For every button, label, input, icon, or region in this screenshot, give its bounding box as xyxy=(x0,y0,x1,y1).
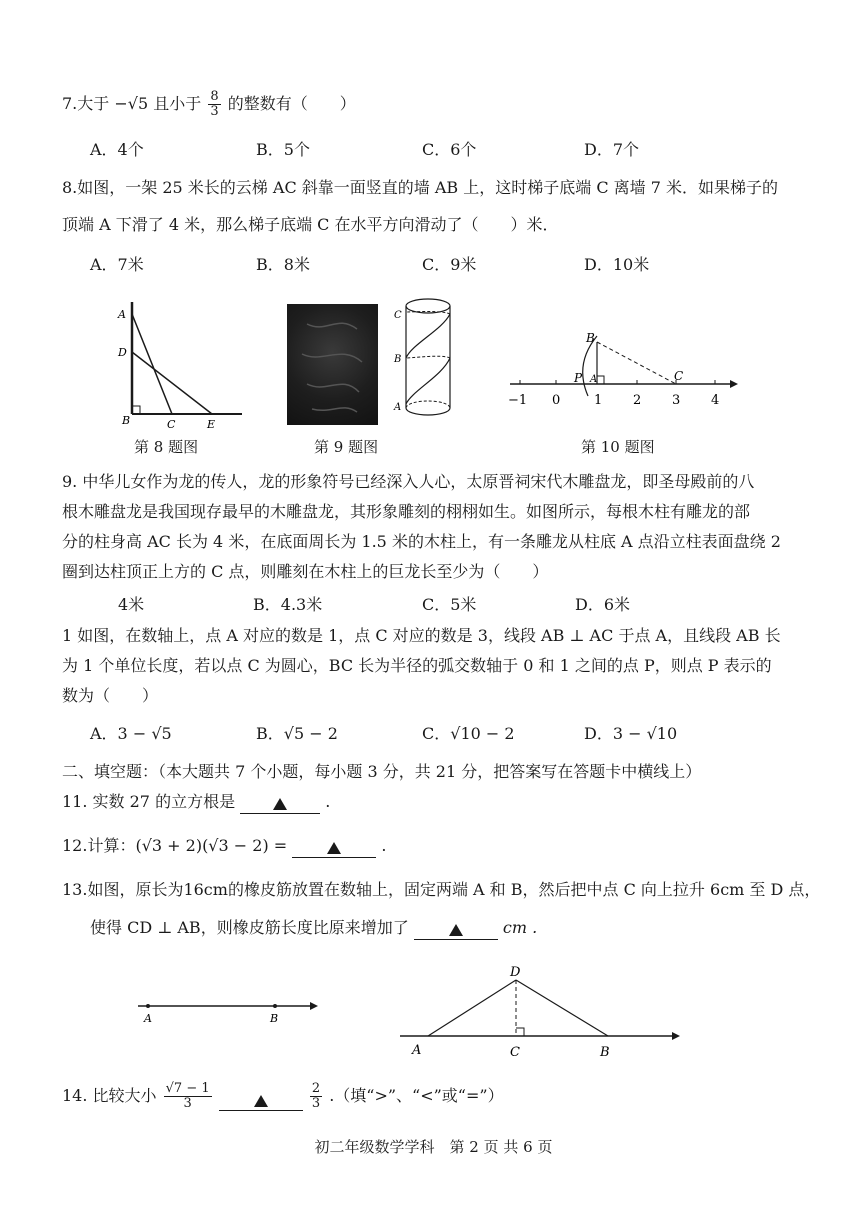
fig10-tick-label-0: 0 xyxy=(552,393,561,408)
fig9-caption: 第 9 题图 xyxy=(314,438,379,456)
q7-option-c: C．6个 xyxy=(422,140,477,159)
q9-option-b: B．4.3米 xyxy=(253,595,323,614)
q9-option-a: 4米 xyxy=(118,595,145,614)
q14-prefix: 14. 比较大小 xyxy=(62,1086,157,1105)
figure-13a xyxy=(132,994,327,1028)
question-10-line-3: 数为（ ） xyxy=(62,686,159,705)
q8-option-d: D．10米 xyxy=(584,255,650,274)
fig13b-label-b: B xyxy=(600,1045,610,1060)
figure-10 xyxy=(502,326,747,416)
fig13b-segment-ad xyxy=(428,980,516,1036)
fig8-label-e: E xyxy=(207,418,216,431)
fig10-label-b: B xyxy=(586,331,595,345)
fig8-label-a: A xyxy=(118,308,126,321)
triangle-icon xyxy=(327,842,341,854)
q10-option-a: A．3 − √5 xyxy=(90,724,172,743)
q11-answer-blank[interactable] xyxy=(240,793,320,814)
question-10-line-1: 1 如图，在数轴上，点 A 对应的数是 1，点 C 对应的数是 3，线段 AB ⊥ AC 于点 A，且线段 AB 长 xyxy=(62,626,781,645)
q13-line-2-text: 使得 CD ⊥ AB，则橡皮筋长度比原来增加了 xyxy=(90,918,409,937)
fig9-spiral-front-2 xyxy=(406,314,450,358)
q14-right-num: 2 xyxy=(311,1081,321,1096)
fig13b-label-c: C xyxy=(510,1045,520,1060)
question-12 xyxy=(62,834,386,858)
fig10-tick-label-1: 1 xyxy=(594,393,603,408)
q11-end: . xyxy=(325,792,331,811)
q13-answer-blank[interactable] xyxy=(414,919,498,940)
fig13b-segment-db xyxy=(516,980,608,1036)
fig13b-right-angle xyxy=(516,1028,524,1036)
fig9-texture-lines xyxy=(302,323,362,412)
q14-left-den: 3 xyxy=(183,1096,192,1111)
fig10-label-p: P xyxy=(574,371,583,385)
question-10-line-2: 为 1 个单位长度，若以点 C 为圆心，BC 长为半径的弧交数轴于 0 和 1 之间的点 P，则点 P 表示的 xyxy=(62,656,772,675)
fig9-label-a: A xyxy=(394,402,402,413)
q7-frac-den: 3 xyxy=(210,104,219,119)
fig10-axis-arrow xyxy=(730,380,738,388)
q13-unit: cm . xyxy=(502,918,538,937)
q11-text: 11. 实数 27 的立方根是 xyxy=(62,792,236,811)
q7-fraction xyxy=(208,90,220,119)
fig9-label-b: B xyxy=(394,354,402,365)
q12-end: . xyxy=(381,836,387,855)
q7-neg-sqrt: −√5 xyxy=(114,94,149,113)
fig8-caption: 第 8 题图 xyxy=(134,438,199,456)
fig13b-label-a: A xyxy=(412,1043,422,1058)
q7-frac-num: 8 xyxy=(210,89,219,104)
q7-mid: 且小于 xyxy=(153,94,202,113)
fig10-caption: 第 10 题图 xyxy=(581,438,655,456)
question-13-line-1: 13.如图，原长为16cm的橡皮筋放置在数轴上，固定两端 A 和 B，然后把中点 C 向上拉升 6cm 至 D 点， xyxy=(62,880,821,899)
q12-answer-blank[interactable] xyxy=(292,837,376,858)
question-9-line-1: 9. 中华儿女作为龙的传人，龙的形象符号已经深入人心，太原晋祠宋代木雕盘龙，即圣母殿前的八 xyxy=(62,472,755,491)
question-7 xyxy=(62,90,356,119)
fig13b-axis-arrow xyxy=(672,1032,680,1040)
q7-prefix: 7.大于 xyxy=(62,94,110,113)
figure-9-cylinder xyxy=(392,296,462,426)
q14-suffix: .（填“>”、“<”或“=”） xyxy=(329,1086,504,1105)
fig9-label-c: C xyxy=(394,310,402,321)
fig10-segment-bc xyxy=(597,342,676,384)
question-9-line-2: 根木雕盘龙是我国现存最早的木雕盘龙，其形象雕刻的栩栩如生。如图所示，每根木柱有雕龙的部 xyxy=(62,502,751,521)
fig8-label-c: C xyxy=(167,418,176,431)
q7-suffix: 的整数有（ ） xyxy=(227,94,356,113)
fig13b-label-d: D xyxy=(510,965,521,980)
q10-option-d: D．3 − √10 xyxy=(584,724,678,743)
question-13-line-2 xyxy=(90,916,537,940)
fig10-arc xyxy=(583,336,597,396)
triangle-icon xyxy=(273,798,287,810)
fig8-label-b: B xyxy=(122,414,131,427)
q14-answer-blank[interactable] xyxy=(219,1090,303,1111)
fig10-tick-label-3: 3 xyxy=(672,393,681,408)
q14-left-num: √7 − 1 xyxy=(165,1081,210,1096)
q12-text: 12.计算：(√3 + 2)(√3 − 2) = xyxy=(62,836,288,855)
fig8-label-d: D xyxy=(118,346,127,359)
fig9-dragon-photo xyxy=(287,304,378,425)
figure-13b xyxy=(396,962,686,1062)
fig10-label-a: A xyxy=(590,374,598,385)
fig9-top-ellipse xyxy=(406,299,450,313)
q7-option-b: B．5个 xyxy=(256,140,310,159)
q7-option-d: D．7个 xyxy=(584,140,640,159)
fig13a-point-a xyxy=(146,1004,150,1008)
q9-option-d: D．6米 xyxy=(575,595,631,614)
question-8-line-2: 顶端 A 下滑了 4 米，那么梯子底端 C 在水平方向滑动了（ ）米． xyxy=(62,215,559,234)
question-8-line-1: 8.如图，一架 25 米长的云梯 AC 斜靠一面竖直的墙 AB 上，这时梯子底端 C 离墙 7 米．如果梯子的 xyxy=(62,178,779,197)
question-14 xyxy=(62,1082,504,1111)
q14-left-fraction xyxy=(164,1082,212,1111)
fig10-tick-label-4: 4 xyxy=(711,393,720,408)
fig8-ladder-ac xyxy=(132,314,172,414)
fig8-ladder-de xyxy=(132,352,212,414)
fig10-label-c: C xyxy=(674,369,684,383)
fig9-photo-texture xyxy=(287,304,378,425)
fig10-right-angle xyxy=(597,376,604,384)
q8-option-a: A．7米 xyxy=(90,255,144,274)
fig9-bottom-arc-hidden xyxy=(406,401,450,408)
page-footer: 初二年级数学学科 第 2 页 共 6 页 xyxy=(314,1138,553,1156)
q14-right-fraction xyxy=(310,1082,322,1111)
triangle-icon xyxy=(254,1095,268,1107)
fig9-spiral-front-1 xyxy=(406,358,450,404)
q10-option-b: B．√5 − 2 xyxy=(256,724,338,743)
triangle-icon xyxy=(449,924,463,936)
q8-option-b: B．8米 xyxy=(256,255,310,274)
fig9-spiral-back-1 xyxy=(406,356,450,358)
fig13a-label-b: B xyxy=(270,1012,279,1025)
q7-option-a: A．4个 xyxy=(90,140,144,159)
fig9-bottom-arc xyxy=(406,408,450,415)
q10-option-c: C．√10 − 2 xyxy=(422,724,515,743)
question-11 xyxy=(62,790,330,814)
q9-option-c: C．5米 xyxy=(422,595,477,614)
question-9-line-4: 圈到达柱顶正上方的 C 点，则雕刻在木柱上的巨龙长至少为（ ） xyxy=(62,562,549,581)
fig13a-label-a: A xyxy=(144,1012,152,1025)
section-2-title: 二、填空题：（本大题共 7 个小题，每小题 3 分，共 21 分，把答案写在答题卡中横线上） xyxy=(62,762,702,781)
q14-right-den: 3 xyxy=(311,1096,321,1111)
fig10-tick-label-m1: −1 xyxy=(508,393,528,408)
fig10-tick-label-2: 2 xyxy=(633,393,642,408)
figure-8 xyxy=(110,296,250,434)
question-9-line-3: 分的柱身高 AC 长为 4 米，在底面周长为 1.5 米的木柱上，有一条雕龙从柱底 A 点沿立柱表面盘绕 2 xyxy=(62,532,781,551)
q8-option-c: C．9米 xyxy=(422,255,477,274)
fig13a-axis-arrow xyxy=(310,1002,318,1010)
fig13a-point-b xyxy=(273,1004,277,1008)
